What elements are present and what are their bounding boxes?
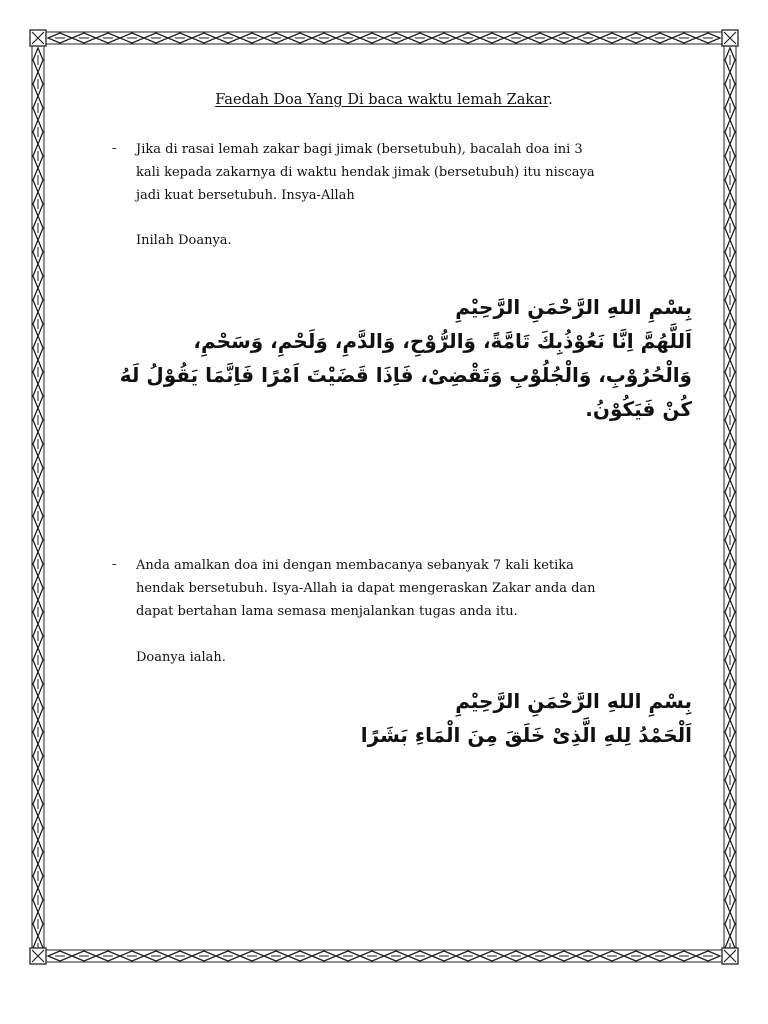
section1-paragraph: [136, 138, 696, 207]
section2-bullet: -: [112, 557, 117, 572]
page-title-period: .: [548, 92, 553, 108]
section2-paragraph: [136, 554, 696, 623]
section1-line: jadi kuat bersetubuh. Insya-Allah: [136, 188, 355, 203]
arabic-line: اَللَّهُمَّ اِنَّا نَعُوْذُبِكَ تَامَّةً، وَالرُّوْحِ، وَالدَّمِ، وَلَحْمِ، وَسَحْمِ،: [193, 329, 692, 353]
section1-line: Jika di rasai lemah zakar bagi jimak (bersetubuh), bacalah doa ini 3: [136, 142, 583, 157]
arabic-line: اَلْحَمْدُ لِلهِ الَّذِىْ خَلَقَ مِنَ الْمَاءِ بَشَرًا: [360, 723, 692, 747]
section1-line: kali kepada zakarnya di waktu hendak jimak (bersetubuh) itu niscaya: [136, 165, 595, 180]
section2-line: Anda amalkan doa ini dengan membacanya sebanyak 7 kali ketika: [136, 558, 574, 573]
section1-arabic-prayer: [92, 290, 692, 426]
section2-intro: Doanya ialah.: [136, 650, 226, 665]
section1-intro: Inilah Doanya.: [136, 233, 232, 248]
arabic-line: كُنْ فَيَكُوْنُ.: [585, 397, 692, 421]
page-title: [0, 92, 768, 108]
section2-line: hendak bersetubuh. Isya-Allah ia dapat mengeraskan Zakar anda dan: [136, 581, 596, 596]
arabic-line: بِسْمِ اللهِ الرَّحْمَنِ الرَّحِيْمِ: [455, 689, 692, 713]
section2-line: dapat bertahan lama semasa menjalankan tugas anda itu.: [136, 604, 518, 619]
arabic-line: وَالْحُرُوْبِ، وَالْجُلُوْبِ وَتَقْضِىْ، فَاِذَا قَضَيْتَ اَمْرًا فَاِنَّمَا يَقُوْلُ لَهُ: [119, 363, 692, 387]
section2-arabic-prayer: [92, 684, 692, 752]
arabic-line: بِسْمِ اللهِ الرَّحْمَنِ الرَّحِيْمِ: [455, 295, 692, 319]
page-title-text: Faedah Doa Yang Di baca waktu lemah Zakar: [215, 92, 549, 108]
section1-bullet: -: [112, 141, 117, 156]
